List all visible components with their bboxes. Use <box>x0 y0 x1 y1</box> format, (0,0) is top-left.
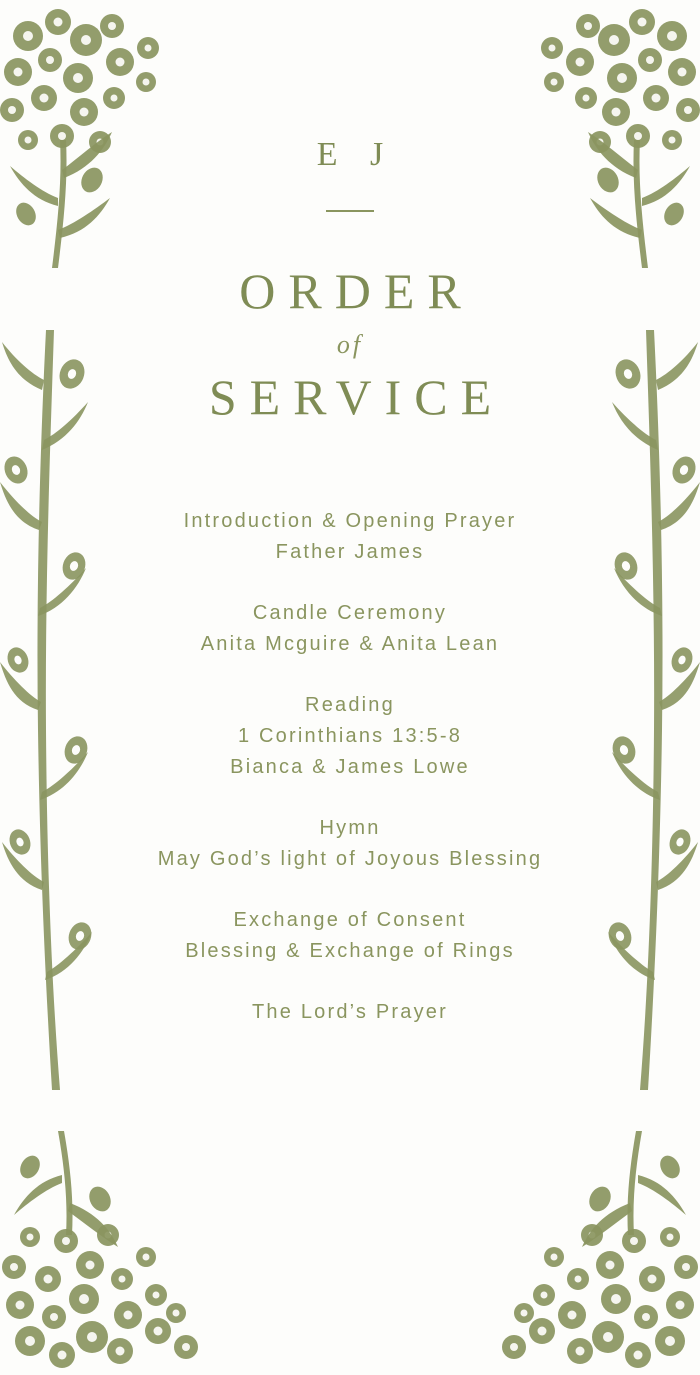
page-title-order: ORDER <box>239 263 474 319</box>
page-title-of: of <box>336 330 364 359</box>
schedule-line: Exchange of Consent <box>233 909 467 931</box>
list-item <box>230 690 470 783</box>
schedule-line: May God’s light of Joyous Blessing <box>157 848 543 870</box>
schedule-line: Anita Mcguire & Anita Lean <box>200 633 500 655</box>
schedule-line: Bianca & James Lowe <box>230 756 470 778</box>
list-item <box>184 506 517 568</box>
schedule-line: Father James <box>275 541 425 563</box>
page-title-service: SERVICE <box>208 369 505 425</box>
list-item <box>201 598 499 660</box>
list-item <box>252 997 448 1028</box>
schedule-line: Reading <box>305 694 395 716</box>
list-item <box>185 905 515 967</box>
monogram: E J <box>316 136 396 173</box>
divider-rule <box>326 210 374 212</box>
schedule-line: Introduction & Opening Prayer <box>183 510 517 532</box>
schedule-line: 1 Corinthians 13:5-8 <box>237 725 463 747</box>
schedule-line: Candle Ceremony <box>252 602 448 624</box>
schedule-line: Blessing & Exchange of Rings <box>185 940 515 962</box>
list-item <box>158 813 543 875</box>
schedule-list <box>0 506 700 1028</box>
schedule-line: The Lord’s Prayer <box>252 1001 448 1023</box>
schedule-line: Hymn <box>319 817 381 839</box>
